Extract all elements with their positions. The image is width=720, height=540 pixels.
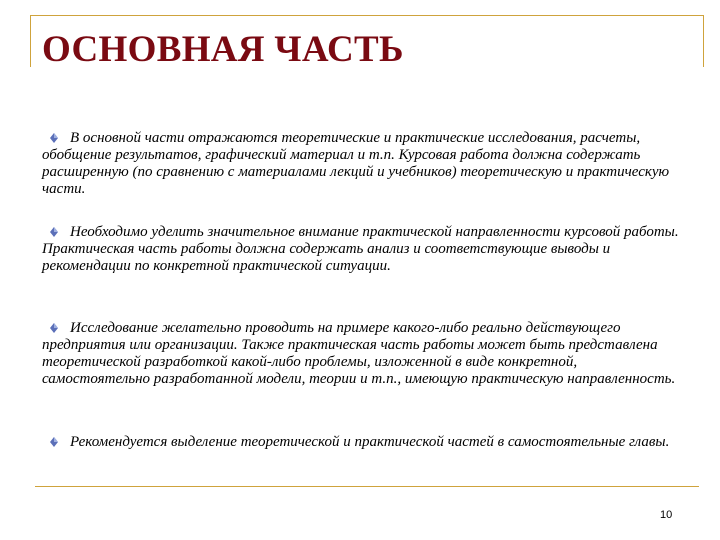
paragraph-4 xyxy=(42,434,682,451)
diamond-bullet-icon xyxy=(50,437,58,447)
paragraph-text: В основной части отражаются теоретические и практические исследования, расчеты, обобщение результатов, графический материал и т.п. Курсовая работа должна содержать расширенную (по сравнению с материалами лекций и учебников) теоретическую и практическую части. xyxy=(42,130,670,197)
paragraph-3 xyxy=(42,320,682,388)
slide-title: ОСНОВНАЯ ЧАСТЬ xyxy=(42,29,404,70)
footer-divider xyxy=(35,486,699,487)
diamond-bullet-icon xyxy=(50,227,58,237)
paragraph-text: Рекомендуется выделение теоретической и практической частей в самостоятельные главы. xyxy=(70,434,670,450)
title-frame-top-line xyxy=(30,15,704,16)
title-frame-left-line xyxy=(30,15,31,67)
paragraph-2 xyxy=(42,224,682,275)
diamond-bullet-icon xyxy=(50,323,58,333)
paragraph-text: Необходимо уделить значительное внимание практической направленности курсовой работы. Практическая часть работы должна содержать анализ и соответствующие выводы и рекомендации по конкретной практической ситуации. xyxy=(42,224,679,274)
page-number: 10 xyxy=(660,509,673,521)
diamond-bullet-icon xyxy=(50,133,58,143)
title-frame-right-line xyxy=(703,15,704,67)
paragraph-1 xyxy=(42,130,682,198)
paragraph-text: Исследование желательно проводить на примере какого-либо реально действующего предприятия или организации. Также практическая часть работы может быть представлена теоретической разработкой какой-либо проблемы, изложенной в виде конкретной, самостоятельно разработанной модели, теории и т.п., имеющую практическую направленность. xyxy=(42,320,676,387)
